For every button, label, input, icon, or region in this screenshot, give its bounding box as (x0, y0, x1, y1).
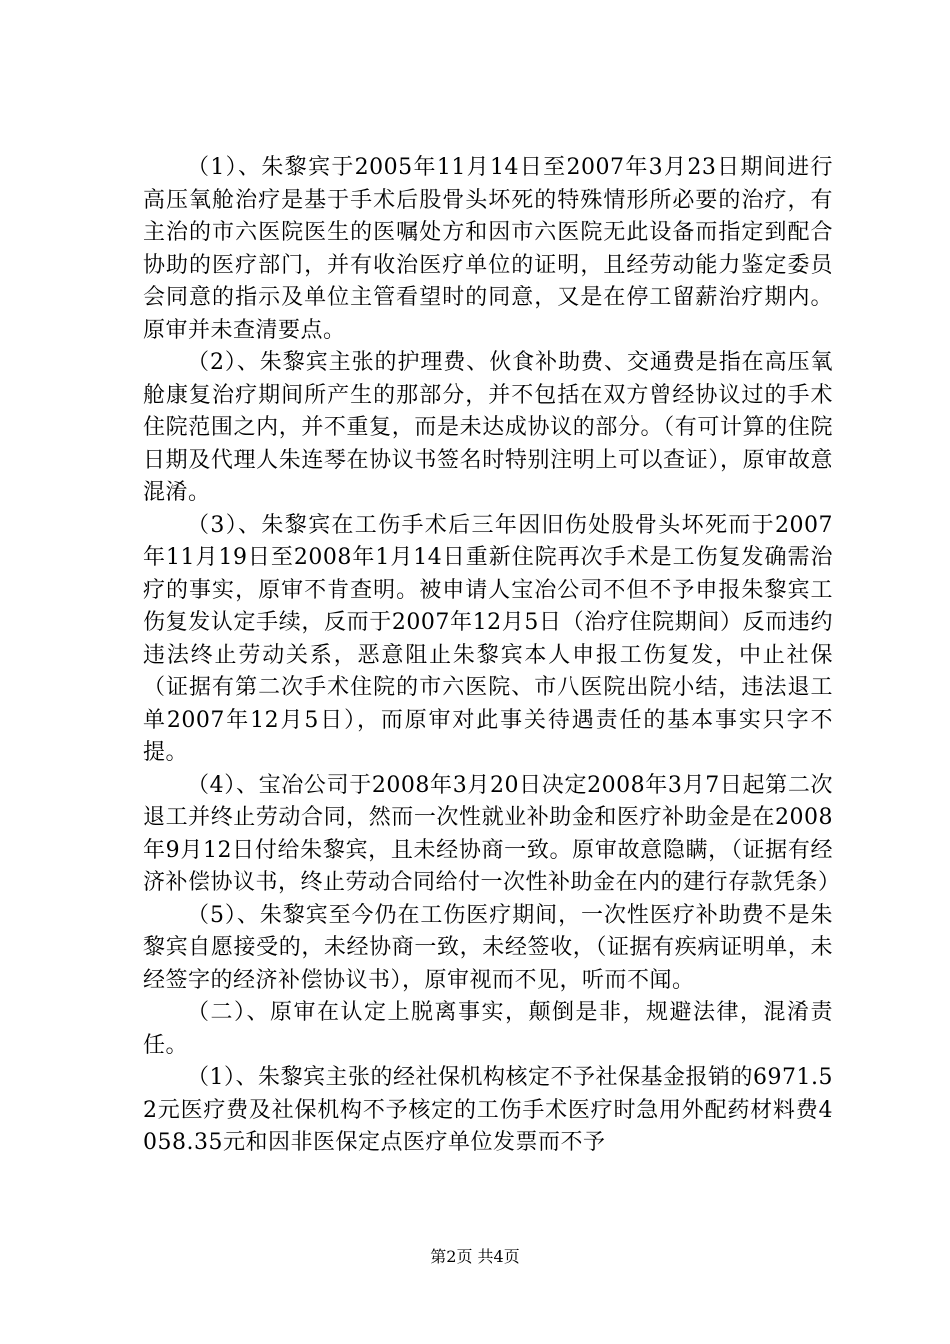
paragraph-5: （5）、朱黎宾至今仍在工伤医疗期间，一次性医疗补助费不是朱黎宾自愿接受的，未经协商一致，未经签收，（证据有疾病证明单，未经签字的经济补偿协议书），原审视而不见，听而不闻。 (143, 902, 833, 993)
paragraph-1: （1）、朱黎宾于2005年11月14日至2007年3月23日期间进行高压氧舱治疗是基于手术后股骨头坏死的特殊情形所必要的治疗，有主治的市六医院医生的医嘱处方和因市六医院无此设备而指定到配合协助的医疗部门，并有收治医疗单位的证明，且经劳动能力鉴定委员会同意的指示及单位主管看望时的同意，又是在停工留薪治疗期内。原审并未查清要点。 (143, 155, 833, 343)
paragraph-2: （2）、朱黎宾主张的护理费、伙食补助费、交通费是指在高压氧舱康复治疗期间所产生的那部分，并不包括在双方曾经协议过的手术住院范围之内，并不重复，而是未达成协议的部分。（有可计算的住院日期及代理人朱连琴在协议书签名时特别注明上可以查证），原审故意混淆。 (143, 350, 833, 505)
document-body (143, 152, 841, 1160)
paragraph-3: （3）、朱黎宾在工伤手术后三年因旧伤处股骨头坏死而于2007年11月19日至2008年1月14日重新住院再次手术是工伤复发确需治疗的事实，原审不肯查明。被申请人宝冶公司不但不予申报朱黎宾工伤复发认定手续，反而于2007年12月5日（治疗住院期间）反而违约违法终止劳动关系，恶意阻止朱黎宾本人申报工伤复发，中止社保（证据有第二次手术住院的市六医院、市八医院出院小结，违法退工单2007年12月5日），而原审对此事关待遇责任的基本事实只字不提。 (143, 512, 833, 765)
section-heading-2: （二）、原审在认定上脱离事实，颠倒是非，规避法律，混淆责任。 (143, 1000, 833, 1058)
page-number-footer: 第2页 共4页 (430, 1247, 520, 1266)
paragraph-7: （1）、朱黎宾主张的经社保机构核定不予社保基金报销的6971.52元医疗费及社保机构不予核定的工伤手术医疗时急用外配药材料费4058.35元和因非医保定点医疗单位发票而不予 (143, 1065, 833, 1155)
paragraph-4: （4）、宝冶公司于2008年3月20日决定2008年3月7日起第二次退工并终止劳动合同，然而一次性就业补助金和医疗补助金是在2008年9月12日付给朱黎宾，且未经协商一致。原审故意隐瞒，（证据有经济补偿协议书，终止劳动合同给付一次性补助金在内的建行存款凭条） (143, 772, 841, 895)
